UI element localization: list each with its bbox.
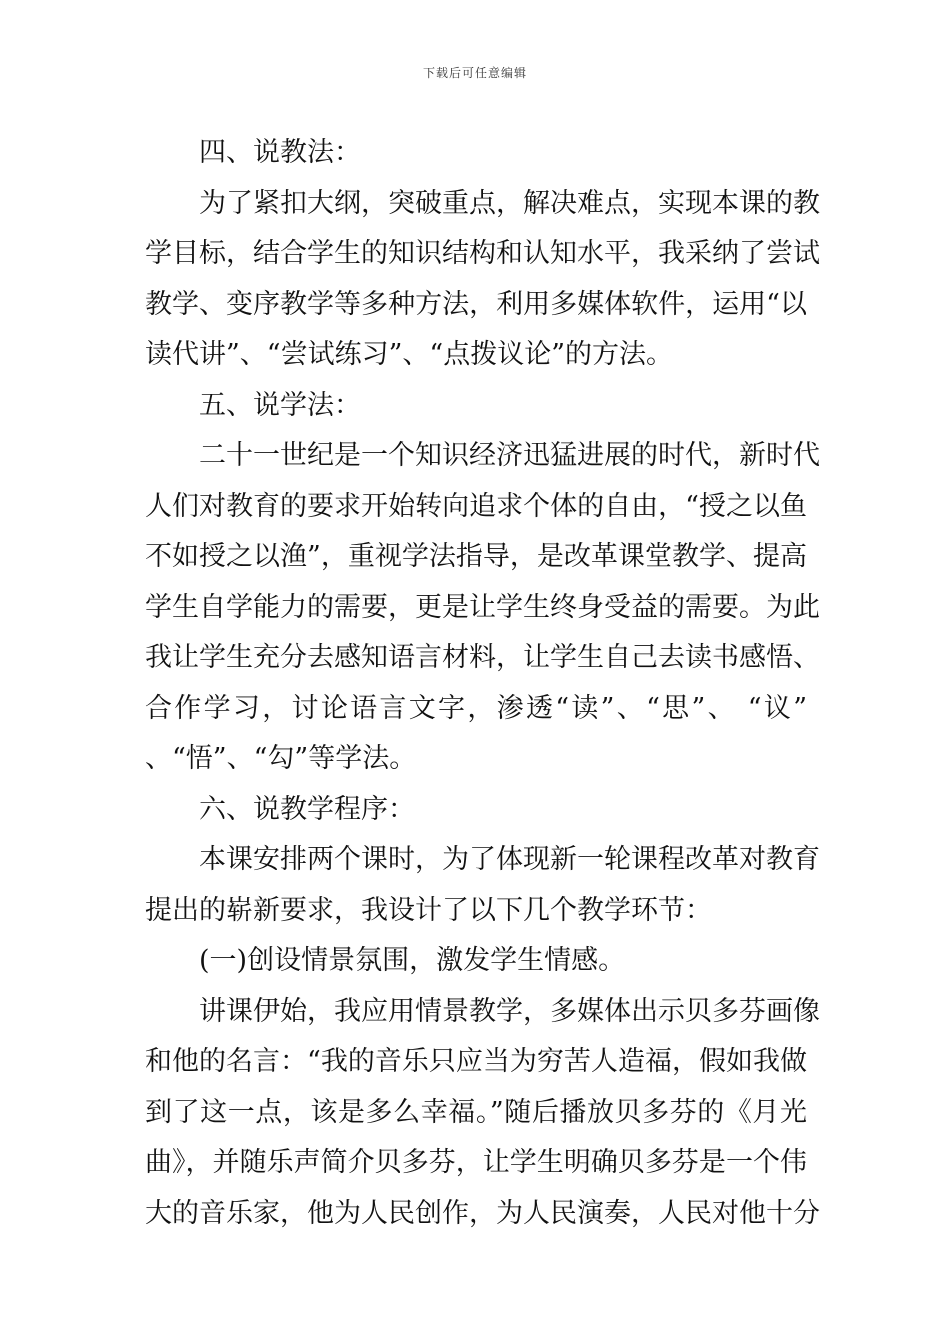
text-line: 六、说教学程序： <box>199 793 415 825</box>
text-line: 四、说教法： <box>199 137 361 168</box>
text-line: 为了紧扣大纲，突破重点，解决难点，实现本课的教 <box>199 187 820 219</box>
text-line: 教学、变序教学等多种方法，利用多媒体软件，运用“以 <box>145 288 807 320</box>
text-line: 学生自学能力的需要，更是让学生终身受益的需要。为此 <box>145 591 820 623</box>
text-line: 不如授之以渔”，重视学法指导，是改革课堂教学、提高 <box>145 541 807 572</box>
text-line: 讲课伊始，我应用情景教学，多媒体出示贝多芬画像 <box>199 995 820 1027</box>
text-line: 学目标，结合学生的知识结构和认知水平，我采纳了尝试 <box>145 238 820 269</box>
text-line: 本课安排两个课时，为了体现新一轮课程改革对教育 <box>199 844 820 875</box>
text-line: 提出的崭新要求，我设计了以下几个教学环节： <box>145 894 712 926</box>
text-line: 人们对教育的要求开始转向追求个体的自由，“授之以鱼 <box>145 490 807 522</box>
text-line: 、“悟”、“勾”等学法。 <box>145 743 417 774</box>
text-line: 五、说学法： <box>199 389 361 421</box>
text-line: 大的音乐家，他为人民创作，为人民演奏，人民对他十分 <box>145 1197 820 1229</box>
text-line: 读代讲”、“尝试练习”、“点拨议论”的方法。 <box>145 339 674 370</box>
document-body <box>145 128 820 1239</box>
text-line: 合作学习，讨论语言文字，渗透“读”、“思”、 “议” <box>145 692 807 724</box>
text-line: 二十一世纪是一个知识经济迅猛进展的时代，新时代 <box>199 440 820 471</box>
text-line: 我让学生充分去感知语言材料，让学生自己去读书感悟、 <box>145 642 820 673</box>
text-line: (一)创设情景氛围，激发学生情感。 <box>199 945 626 976</box>
text-line: 曲》，并随乐声简介贝多芬，让学生明确贝多芬是一个伟 <box>145 1147 807 1178</box>
text-line: 和他的名言：“我的音乐只应当为穷苦人造福，假如我做 <box>145 1046 807 1077</box>
page-header: 下载后可任意编辑 <box>422 66 527 80</box>
text-line: 到了这一点，该是多么幸福。”随后播放贝多芬的《月光 <box>145 1096 807 1128</box>
